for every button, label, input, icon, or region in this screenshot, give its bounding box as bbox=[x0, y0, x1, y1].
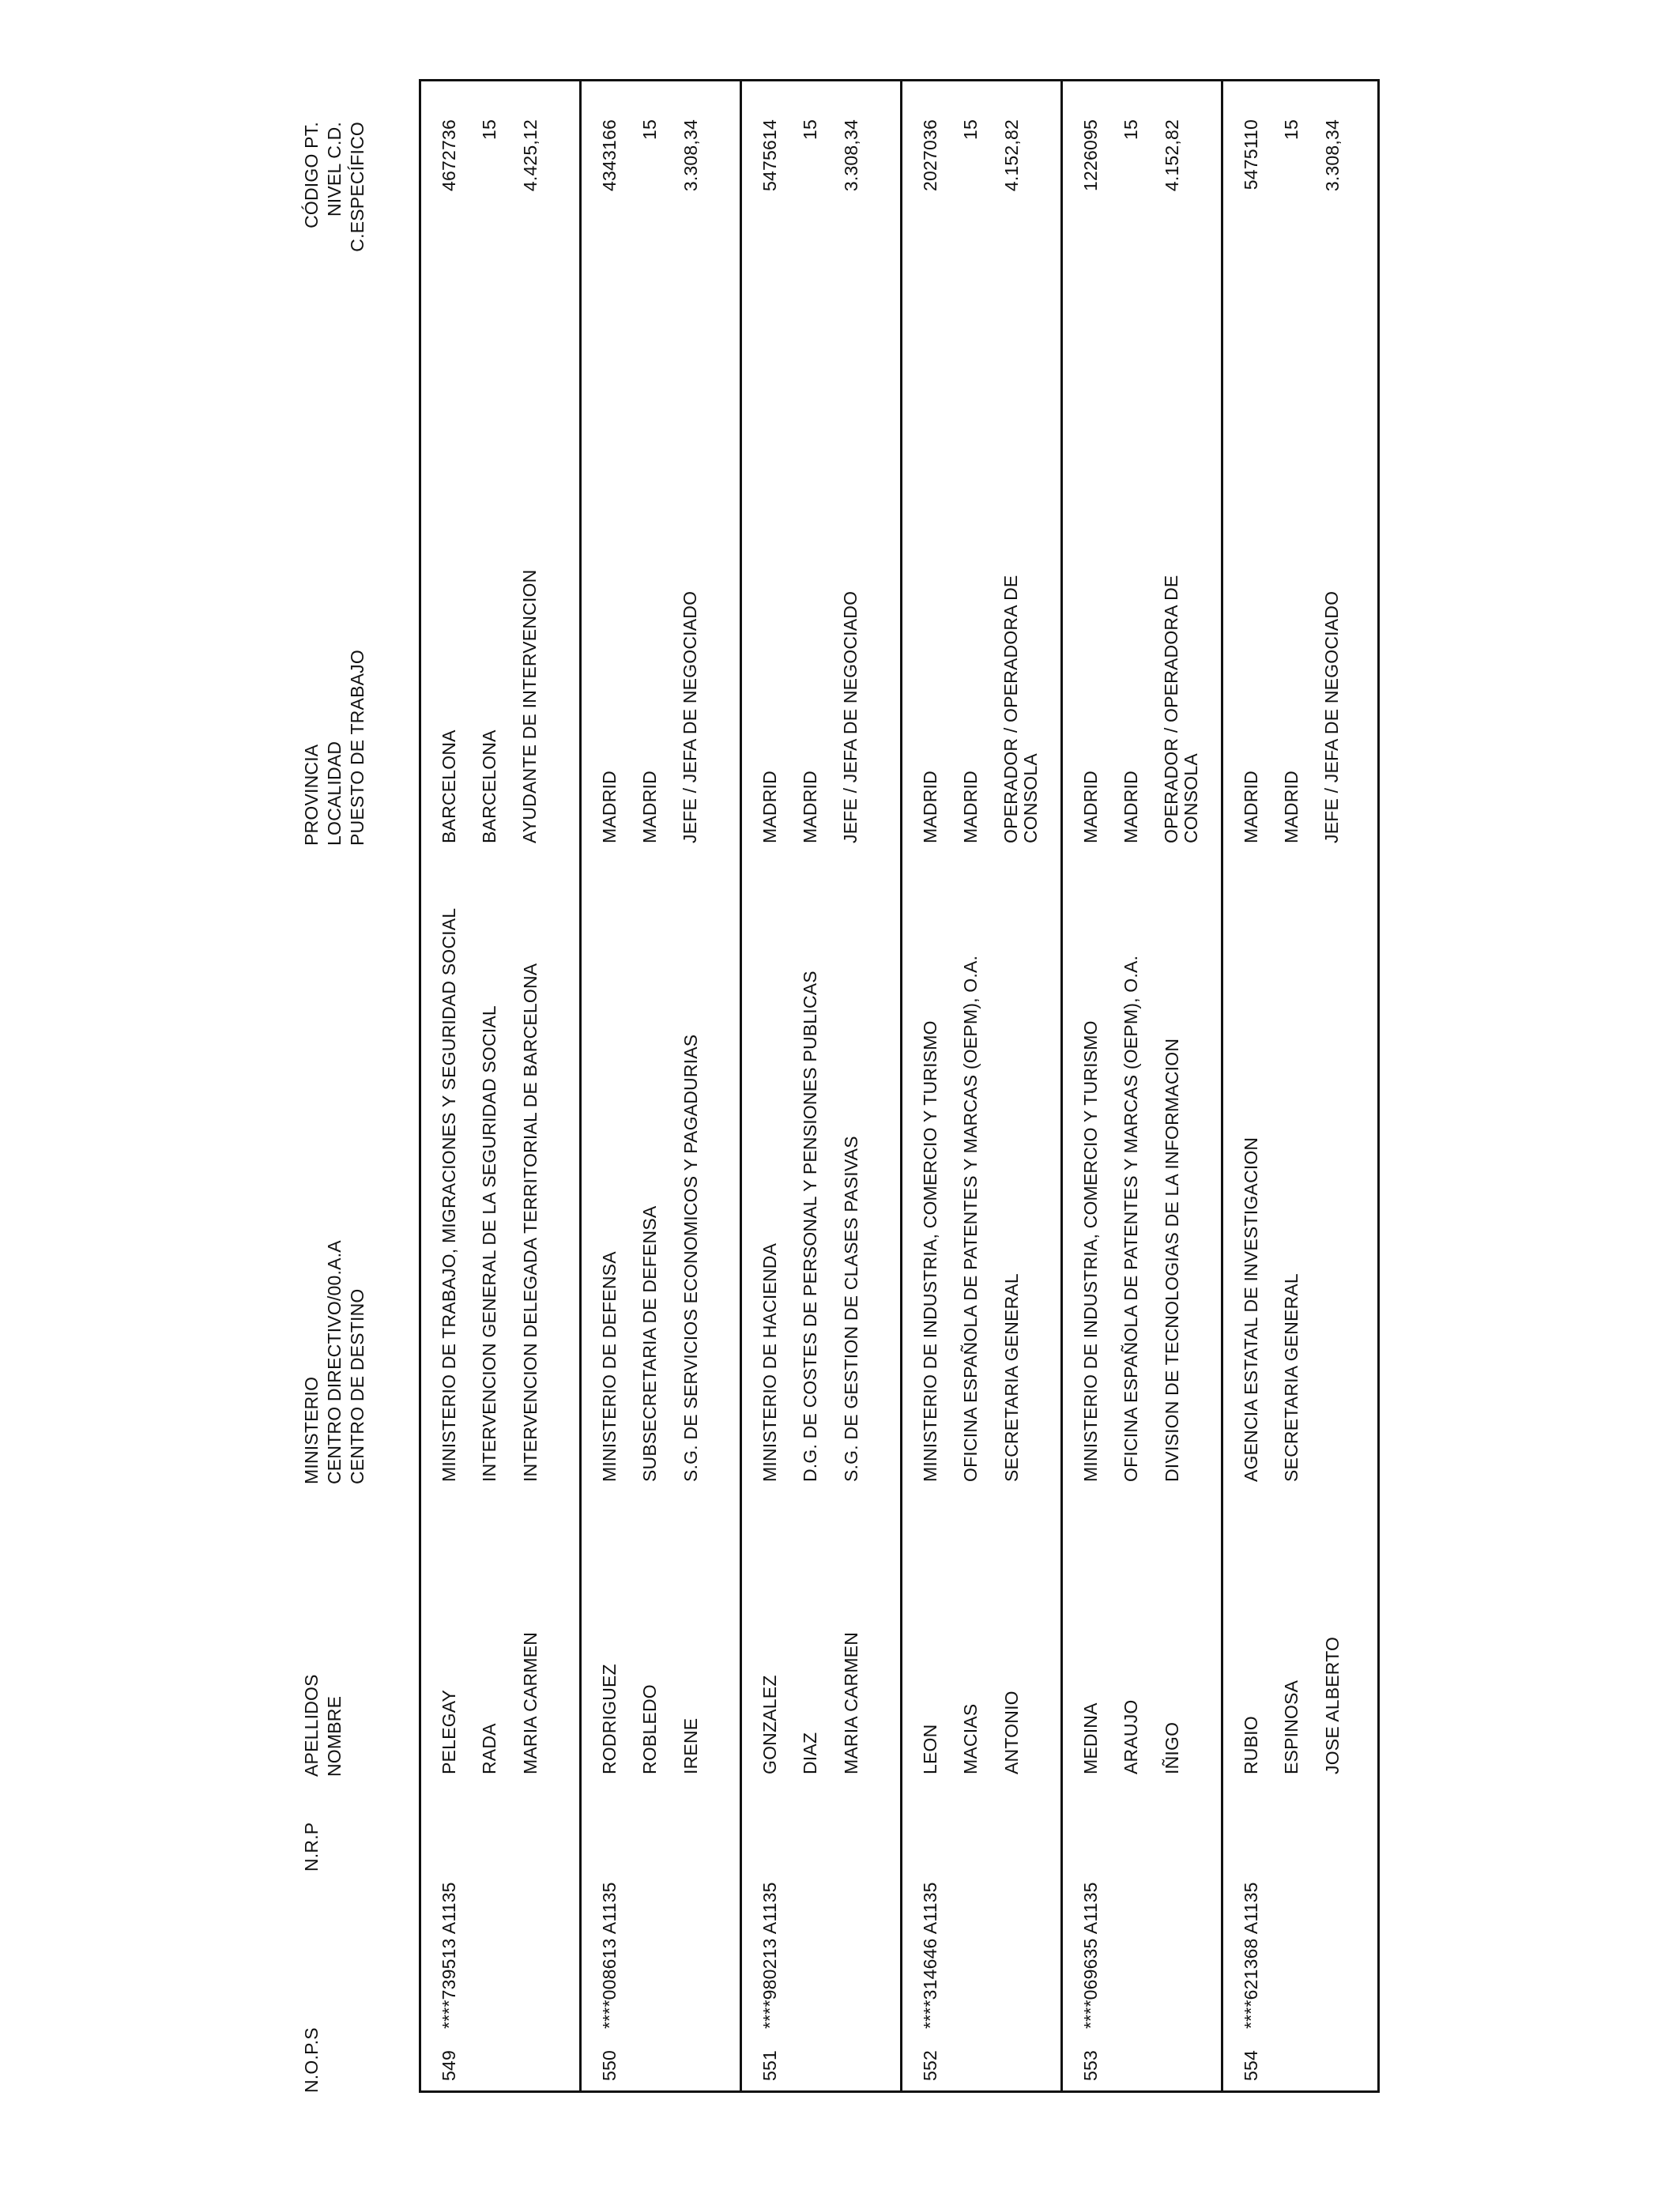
record-especifico: 4.425,12 bbox=[520, 119, 541, 192]
record-centro-destino: SECRETARIA GENERAL bbox=[1001, 1273, 1022, 1482]
record-codigo: 5475110 bbox=[1241, 119, 1261, 190]
record-especifico: 4.152,82 bbox=[1162, 119, 1182, 192]
records-table bbox=[419, 79, 1380, 2093]
record-nrp: ****008613 A1135 bbox=[599, 1882, 620, 2029]
record-especifico: 3.308,34 bbox=[1322, 119, 1343, 192]
record-nombre: MARIA CARMEN bbox=[841, 1631, 861, 1774]
record-nivel: 15 bbox=[1121, 119, 1141, 140]
record-nrp: ****980213 A1135 bbox=[759, 1882, 780, 2029]
record-centro-directivo: D.G. DE COSTES DE PERSONAL Y PENSIONES PUBLICAS bbox=[800, 971, 820, 1482]
header-provincia bbox=[300, 650, 369, 846]
record-apellido1: PELEGAY bbox=[439, 1689, 459, 1774]
record-codigo: 4343166 bbox=[599, 119, 620, 191]
record-ministerio: MINISTERIO DE HACIENDA bbox=[759, 1242, 780, 1482]
record-codigo: 5475614 bbox=[759, 119, 780, 191]
record-localidad: MADRID bbox=[639, 771, 660, 843]
record-localidad: MADRID bbox=[800, 771, 820, 843]
record-nombre: JOSE ALBERTO bbox=[1322, 1636, 1343, 1774]
record-ministerio: MINISTERIO DE DEFENSA bbox=[599, 1251, 620, 1482]
record-localidad: MADRID bbox=[960, 771, 981, 843]
record-nombre: IRENE bbox=[680, 1717, 701, 1774]
record-apellido1: RODRIGUEZ bbox=[599, 1664, 620, 1774]
record-ministerio: MINISTERIO DE INDUSTRIA, COMERCIO Y TURISMO bbox=[920, 1020, 940, 1482]
record-provincia: MADRID bbox=[1241, 771, 1261, 843]
header-apellidos-label: APELLIDOS bbox=[301, 1674, 322, 1777]
record-nivel: 15 bbox=[800, 119, 820, 140]
record-apellido2: RADA bbox=[479, 1723, 499, 1774]
record-centro-directivo: OFICINA ESPAÑOLA DE PATENTES Y MARCAS (OEPM), O.A. bbox=[1121, 955, 1141, 1482]
record-centro-directivo: OFICINA ESPAÑOLA DE PATENTES Y MARCAS (OEPM), O.A. bbox=[960, 955, 981, 1482]
record-puesto: JEFE / JEFA DE NEGOCIADO bbox=[840, 590, 861, 843]
record-row bbox=[421, 81, 582, 2090]
header-centro-destino-label: CENTRO DE DESTINO bbox=[347, 1288, 367, 1484]
header-puesto-label: PUESTO DE TRABAJO bbox=[347, 650, 367, 846]
record-provincia: MADRID bbox=[599, 771, 620, 843]
record-centro-destino: S.G. DE GESTION DE CLASES PASIVAS bbox=[841, 1136, 861, 1482]
record-centro-destino: INTERVENCION DELEGADA TERRITORIAL DE BARCELONA bbox=[520, 963, 541, 1482]
record-provincia: MADRID bbox=[759, 771, 780, 843]
record-row bbox=[582, 81, 742, 2090]
header-nops-label: N.O.P.S bbox=[301, 2027, 322, 2093]
record-nivel: 15 bbox=[639, 119, 660, 140]
record-ministerio: MINISTERIO DE INDUSTRIA, COMERCIO Y TURISMO bbox=[1080, 1020, 1101, 1482]
record-nombre: MARIA CARMEN bbox=[520, 1631, 541, 1774]
record-centro-directivo: SUBSECRETARIA DE DEFENSA bbox=[639, 1205, 660, 1482]
record-especifico: 3.308,34 bbox=[680, 119, 701, 192]
record-nops: 549 bbox=[439, 2050, 459, 2081]
record-provincia: MADRID bbox=[920, 771, 940, 843]
record-apellido2: DIAZ bbox=[800, 1732, 820, 1774]
record-apellido1: MEDINA bbox=[1080, 1702, 1101, 1774]
record-codigo: 1226095 bbox=[1080, 119, 1101, 191]
header-nivel-label: NIVEL C.D. bbox=[324, 122, 345, 217]
record-row bbox=[1063, 81, 1223, 2090]
record-nrp: ****739513 A1135 bbox=[439, 1882, 459, 2029]
record-apellido1: RUBIO bbox=[1241, 1716, 1261, 1774]
record-nops: 553 bbox=[1080, 2050, 1101, 2081]
header-nops bbox=[300, 2027, 323, 2093]
record-apellido2: MACIAS bbox=[960, 1703, 981, 1774]
record-nops: 554 bbox=[1241, 2050, 1261, 2081]
record-nombre: IÑIGO bbox=[1162, 1721, 1182, 1774]
record-nivel: 15 bbox=[479, 119, 499, 140]
header-ministerio-label: MINISTERIO bbox=[301, 1376, 322, 1484]
record-nrp: ****069635 A1135 bbox=[1080, 1882, 1101, 2029]
record-nombre: ANTONIO bbox=[1001, 1691, 1022, 1774]
record-codigo: 4672736 bbox=[439, 119, 459, 191]
record-nrp: ****621368 A1135 bbox=[1241, 1882, 1261, 2029]
header-codigo-label: CÓDIGO PT. bbox=[301, 122, 322, 228]
record-puesto: OPERADOR / OPERADORA DE CONSOLA bbox=[1161, 575, 1201, 843]
record-row bbox=[902, 81, 1063, 2090]
record-nivel: 15 bbox=[1281, 119, 1301, 140]
record-ministerio: AGENCIA ESTATAL DE INVESTIGACION bbox=[1241, 1137, 1261, 1482]
record-apellido2: ESPINOSA bbox=[1281, 1679, 1301, 1774]
record-especifico: 3.308,34 bbox=[841, 119, 861, 192]
record-provincia: BARCELONA bbox=[439, 729, 459, 843]
record-apellido2: ARAUJO bbox=[1121, 1699, 1141, 1774]
record-apellido1: GONZALEZ bbox=[759, 1675, 780, 1774]
record-nops: 550 bbox=[599, 2050, 620, 2081]
header-especifico-label: C.ESPECÍFICO bbox=[347, 122, 367, 252]
header-ministerio bbox=[300, 1240, 369, 1484]
record-especifico: 4.152,82 bbox=[1001, 119, 1022, 192]
record-localidad: MADRID bbox=[1281, 771, 1301, 843]
record-localidad: MADRID bbox=[1121, 771, 1141, 843]
record-centro-destino: S.G. DE SERVICIOS ECONOMICOS Y PAGADURIAS bbox=[680, 1034, 701, 1482]
record-ministerio: MINISTERIO DE TRABAJO, MIGRACIONES Y SEGURIDAD SOCIAL bbox=[439, 907, 459, 1482]
record-apellido2: ROBLEDO bbox=[639, 1684, 660, 1774]
record-puesto: JEFE / JEFA DE NEGOCIADO bbox=[1321, 590, 1342, 843]
header-nrp bbox=[300, 1823, 323, 1872]
record-localidad: BARCELONA bbox=[479, 729, 499, 843]
record-nivel: 15 bbox=[960, 119, 981, 140]
record-puesto: OPERADOR / OPERADORA DE CONSOLA bbox=[1000, 575, 1041, 843]
record-centro-directivo: SECRETARIA GENERAL bbox=[1281, 1273, 1301, 1482]
record-row bbox=[742, 81, 902, 2090]
header-nombre-label: NOMBRE bbox=[324, 1695, 345, 1777]
header-nrp-label: N.R.P bbox=[301, 1822, 322, 1872]
record-nrp: ****314646 A1135 bbox=[920, 1882, 940, 2029]
header-localidad-label: LOCALIDAD bbox=[324, 741, 345, 846]
record-provincia: MADRID bbox=[1080, 771, 1101, 843]
record-centro-directivo: INTERVENCION GENERAL DE LA SEGURIDAD SOCIAL bbox=[479, 1005, 499, 1482]
record-apellido1: LEON bbox=[920, 1724, 940, 1774]
record-codigo: 2027036 bbox=[920, 119, 940, 191]
record-puesto: JEFE / JEFA DE NEGOCIADO bbox=[680, 590, 700, 843]
header-centro-directivo-label: CENTRO DIRECTIVO/00.A.A bbox=[324, 1240, 345, 1484]
record-row bbox=[1223, 81, 1383, 2090]
record-puesto: AYUDANTE DE INTERVENCION bbox=[519, 569, 540, 843]
record-centro-destino: DIVISION DE TECNOLOGIAS DE LA INFORMACION bbox=[1162, 1038, 1182, 1482]
record-nops: 551 bbox=[759, 2050, 780, 2081]
header-provincia-label: PROVINCIA bbox=[301, 744, 322, 846]
header-codigo bbox=[300, 122, 369, 528]
header-apellidos bbox=[300, 1674, 346, 1777]
record-nops: 552 bbox=[920, 2050, 940, 2081]
